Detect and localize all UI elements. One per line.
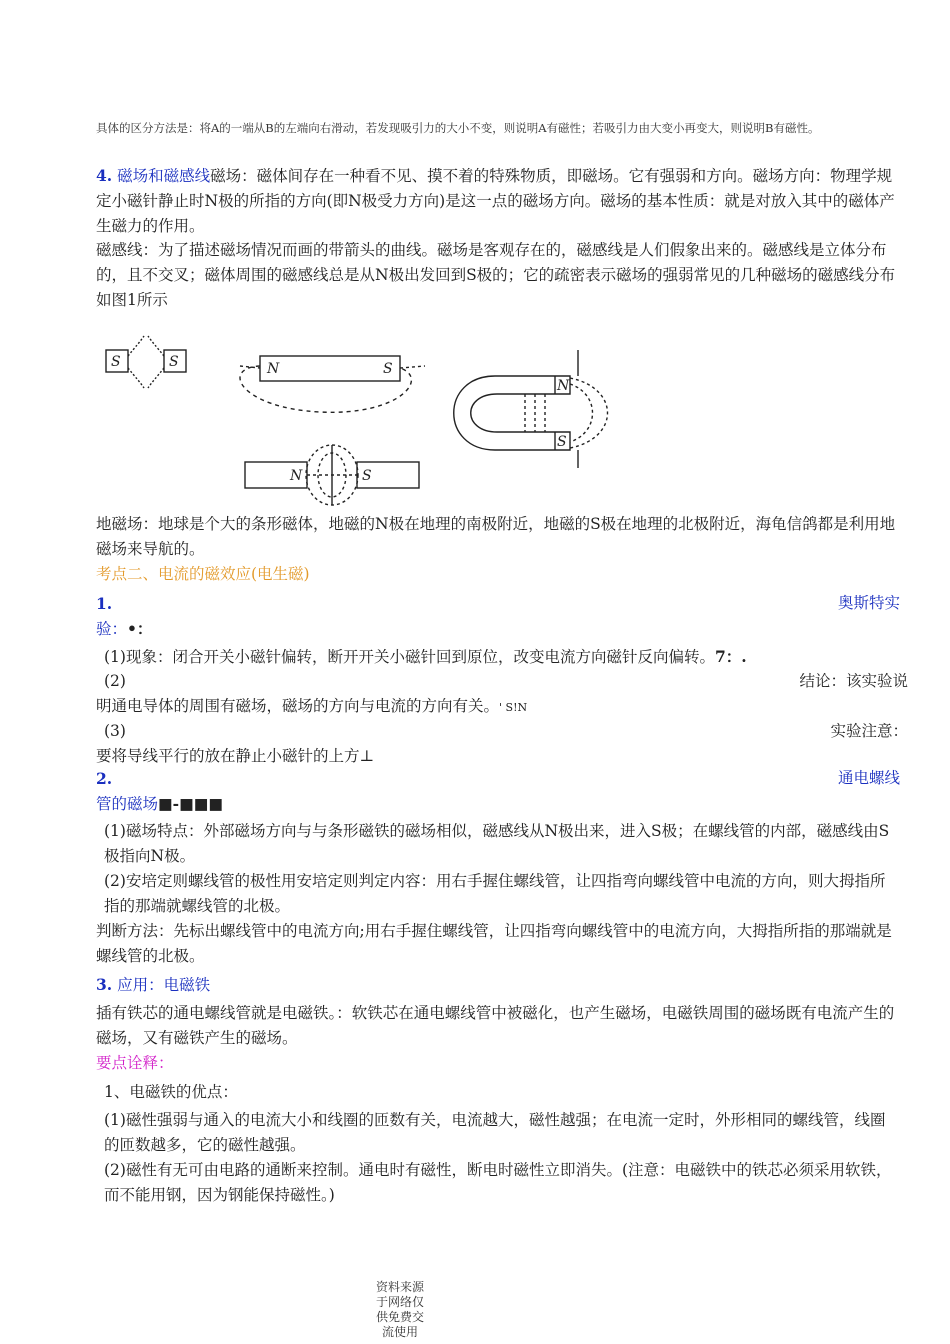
oersted-heading-cont	[96, 616, 900, 641]
notes-point-2: (2)磁性有无可由电路的通断来控制。通电时有磁性，断电时磁性立即消失。(注意：电磁铁中的铁芯必须采用软铁，而不能用钢，因为钢能保持磁性。)	[104, 1161, 892, 1204]
intro-paragraph: 具体的区分方法是：将A的一端从B的左端向右滑动，若发现吸引力的大小不变，则说明A有磁性；若吸引力由大变小再变大，则说明B有磁性。	[96, 121, 820, 135]
oersted-phenomenon	[96, 644, 908, 669]
oersted-heading	[96, 591, 900, 616]
oersted-notice-left: (3)	[104, 722, 126, 740]
oersted-notice-right: 实验注意：	[830, 722, 908, 740]
oersted-conclusion-row	[96, 669, 908, 694]
electromagnet-number: 3.	[96, 975, 113, 994]
oersted-phenomenon-tail: 7：.	[714, 647, 747, 666]
notes-heading: 要点诠释：	[96, 1054, 174, 1072]
oersted-conclusion-cont	[96, 694, 900, 719]
oersted-conclusion-tail: ' S!N	[499, 701, 528, 714]
section-4-paragraph	[96, 163, 900, 239]
notes-point-1: (1)磁性强弱与通入的电流大小和线圈的匝数有关，电流越大，磁性越强；在电流一定时，外形相同的螺线管，线圈的匝数越多，它的磁性越强。	[104, 1111, 886, 1154]
electromagnet-title: 应用：电磁铁	[117, 976, 211, 994]
oersted-title-right: 奥斯特实	[837, 594, 900, 612]
solenoid-feature: (1)磁场特点：外部磁场方向与与条形磁铁的磁场相似，磁感线从N极出来，进入S极；在螺线管的内部，磁感线由S极指向N极。	[104, 822, 890, 865]
bar-magnet	[260, 356, 400, 381]
ampere-rule: (2)安培定则螺线管的极性用安培定则判定内容：用右手握住螺线管，让四指弯向螺线管中电流的方向，则大拇指所指的那端就螺线管的北极。	[104, 872, 886, 915]
magnetic-field-figure	[100, 328, 630, 518]
oersted-conclusion-left: (2)	[104, 672, 126, 690]
solenoid-number: 2.	[96, 769, 113, 788]
oersted-number: 1.	[96, 594, 113, 613]
footer-note: 资料来源于网络仅供免费交流使用	[376, 1280, 425, 1339]
solenoid-title-right: 通电螺线	[837, 769, 900, 787]
label-s-horse: S	[557, 434, 567, 450]
label-s2: S	[169, 354, 179, 370]
oersted-notice-cont: 要将导线平行的放在静止小磁针的上方⊥	[96, 747, 375, 765]
label-s1: S	[111, 354, 121, 370]
solenoid-title-tail: ■-■■■	[158, 794, 224, 813]
label-s-bar: S	[383, 361, 393, 377]
section-4-text: 磁场：磁体间存在一种看不见、摸不着的特殊物质，即磁场。它有强弱和方向。磁场方向：物理学规定小磁针静止时N极的所指的方向(即N极受力方向)是这一点的磁场方向。磁场的基本性质：就是对放入其中的磁体产生磁力的作用。	[96, 167, 895, 235]
electromagnet-heading	[96, 972, 900, 997]
oersted-conclusion-right: 结论：该实验说	[799, 672, 908, 690]
label-n-bar: N	[267, 361, 280, 377]
oersted-notice-row	[96, 719, 908, 744]
key-point-2-heading: 考点二、电流的磁效应(电生磁)	[96, 565, 310, 583]
oersted-phenomenon-text: (1)现象：闭合开关小磁针偏转，断开开关小磁针回到原位，改变电流方向磁针反向偏转。	[104, 648, 715, 666]
electromagnet-paragraph: 插有铁芯的通电螺线管就是电磁铁。：软铁芯在通电螺线管中被磁化，也产生磁场，电磁铁周围的磁场既有电流产生的磁场，又有磁铁产生的磁场。	[96, 1004, 895, 1047]
solenoid-heading-cont	[96, 791, 900, 816]
oersted-conclusion-text: 明通电导体的周围有磁场，磁场的方向与电流的方向有关。	[96, 697, 500, 715]
section-4-number: 4.	[96, 166, 113, 185]
label-n-bottom: N	[290, 468, 303, 484]
magnetic-lines-paragraph: 磁感线：为了描述磁场情况而画的带箭头的曲线。磁场是客观存在的，磁感线是人们假象出来的。磁感线是立体分布的，且不交叉；磁体周围的磁感线总是从N极出发回到S极的；它的疏密表示磁场的强弱常见的几种磁场的磁感线分布如图1所示	[96, 241, 896, 309]
section-4-title: 磁场和磁感线	[117, 167, 211, 185]
oersted-title-tail: •：	[127, 619, 153, 638]
notes-subheading: 1、电磁铁的优点：	[104, 1083, 238, 1101]
judge-method: 判断方法：先标出螺线管中的电流方向;用右手握住螺线管，让四指弯向螺线管中的电流方向，大拇指所指的那端就是螺线管的北极。	[96, 922, 892, 965]
horseshoe-magnet	[454, 376, 570, 450]
geomagnetism-paragraph: 地磁场：地球是个大的条形磁体，地磁的N极在地理的南极附近，地磁的S极在地理的北极附近，海龟信鸽都是利用地磁场来导航的。	[96, 515, 896, 558]
solenoid-heading	[96, 766, 900, 791]
label-s-bottom: S	[362, 468, 372, 484]
label-n-horse: N	[557, 378, 570, 394]
solenoid-title-cont: 管的磁场	[96, 795, 159, 813]
oersted-title-cont: 验：	[96, 620, 128, 638]
